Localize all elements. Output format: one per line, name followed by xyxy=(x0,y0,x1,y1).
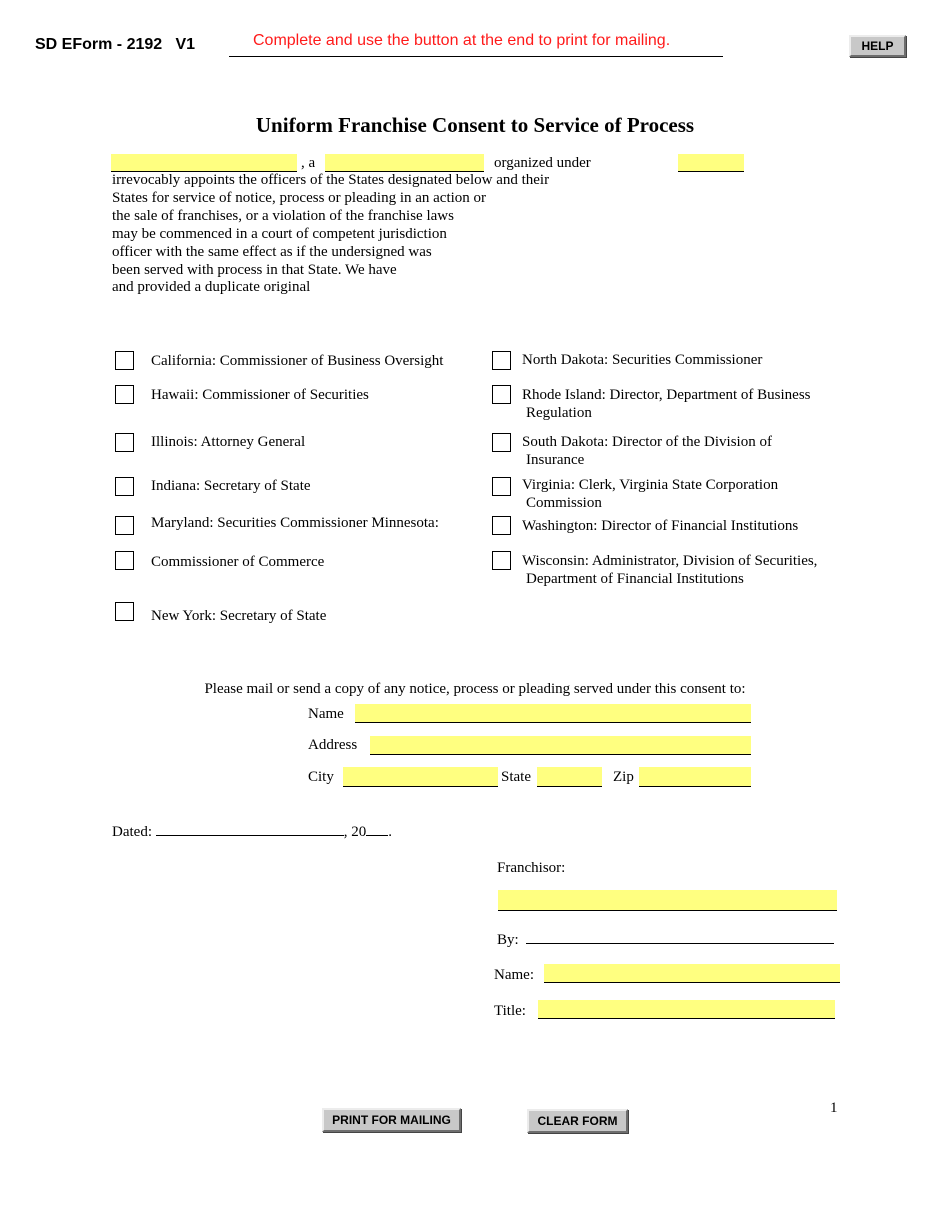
mail-address-label: Address xyxy=(308,737,358,753)
signer-name-field[interactable] xyxy=(544,964,840,983)
checkbox-minnesota[interactable] xyxy=(115,551,134,570)
checkbox-hawaii[interactable] xyxy=(115,385,134,404)
state-label-line: Rhode Island: Director, Department of Business xyxy=(522,387,811,403)
dated-line xyxy=(112,824,392,841)
mailing-instruction: Please mail or send a copy of any notice, process or pleading served under this consent to: xyxy=(204,681,746,697)
checkbox-wisconsin[interactable] xyxy=(492,551,511,570)
checkbox-new-york[interactable] xyxy=(115,602,134,621)
state-label-rhode-island xyxy=(522,386,811,422)
state-label-minnesota: Commissioner of Commerce xyxy=(151,554,325,570)
signer-name-label: Name: xyxy=(494,967,534,983)
paragraph-line: States for service of notice, process or pleading in an action or xyxy=(112,189,487,206)
state-label-washington xyxy=(522,517,798,535)
state-label-virginia xyxy=(522,476,778,512)
checkbox-north-dakota[interactable] xyxy=(492,351,511,370)
checkbox-illinois[interactable] xyxy=(115,433,134,452)
state-label-line-2: Department of Financial Institutions xyxy=(526,571,744,587)
paragraph-line: been served with process in that State. We have xyxy=(112,261,397,278)
mail-city-field[interactable] xyxy=(343,767,498,787)
state-label-hawaii: Hawaii: Commissioner of Securities xyxy=(151,387,369,403)
state-label-line-2: Insurance xyxy=(526,452,585,468)
state-label-line: South Dakota: Director of the Division of xyxy=(522,434,772,450)
paragraph-line: the sale of franchises, or a violation of the franchise laws xyxy=(112,207,454,224)
state-label-maryland: Maryland: Securities Commissioner Minnesota: xyxy=(151,515,439,531)
organized-under-label: organized under xyxy=(494,155,591,171)
checkbox-south-dakota[interactable] xyxy=(492,433,511,452)
dated-year-blank xyxy=(366,835,388,836)
franchisor-label: Franchisor: xyxy=(497,860,566,876)
mail-name-field[interactable] xyxy=(355,704,751,723)
dated-label: Dated: xyxy=(112,824,152,840)
by-label: By: xyxy=(497,932,519,948)
state-label-indiana: Indiana: Secretary of State xyxy=(151,478,311,494)
state-label-line: Wisconsin: Administrator, Division of Securities, xyxy=(522,553,818,569)
checkbox-virginia[interactable] xyxy=(492,477,511,496)
state-label-line: Washington: Director of Financial Institutions xyxy=(522,518,799,534)
consent-paragraph xyxy=(112,172,549,297)
paragraph-line: may be commenced in a court of competent jurisdiction xyxy=(112,225,447,242)
form-id: SD EForm - 2192 V1 xyxy=(35,36,196,53)
signer-title-field[interactable] xyxy=(538,1000,835,1019)
state-label-line-2: Regulation xyxy=(526,405,592,421)
checkbox-california[interactable] xyxy=(115,351,134,370)
mail-zip-field[interactable] xyxy=(639,767,751,787)
dated-blank xyxy=(156,835,344,836)
mail-state-field[interactable] xyxy=(537,767,602,787)
state-label-line: Virginia: Clerk, Virginia State Corporation xyxy=(522,477,779,493)
signature-blank xyxy=(526,943,834,944)
entity-type-field[interactable] xyxy=(325,154,484,172)
state-label-line: North Dakota: Securities Commissioner xyxy=(522,352,763,368)
print-instruction: Complete and use the button at the end to print for mailing. xyxy=(253,32,671,49)
state-label-south-dakota xyxy=(522,433,772,469)
state-label-north-dakota xyxy=(522,351,762,369)
print-for-mailing-button[interactable]: PRINT FOR MAILING xyxy=(322,1108,461,1132)
paragraph-line: and provided a duplicate original xyxy=(112,279,311,296)
paragraph-line: officer with the same effect as if the undersigned was xyxy=(112,243,432,260)
mail-address-field[interactable] xyxy=(370,736,751,755)
page-number: 1 xyxy=(830,1100,838,1116)
checkbox-rhode-island[interactable] xyxy=(492,385,511,404)
state-label-wisconsin xyxy=(522,552,817,588)
franchisor-name-field[interactable] xyxy=(111,154,297,172)
instruction-underline xyxy=(229,56,723,57)
checkbox-washington[interactable] xyxy=(492,516,511,535)
mail-state-label: State xyxy=(501,769,531,785)
state-label-new-york: New York: Secretary of State xyxy=(151,608,327,624)
by-line xyxy=(497,932,834,949)
state-label-illinois: Illinois: Attorney General xyxy=(151,434,306,450)
page-title: Uniform Franchise Consent to Service of Process xyxy=(255,113,695,137)
mail-zip-label: Zip xyxy=(613,769,634,785)
signer-title-label: Title: xyxy=(494,1003,526,1019)
mail-city-label: City xyxy=(308,769,334,785)
state-label-california: California: Commissioner of Business Oversight xyxy=(151,353,444,369)
organized-state-field[interactable] xyxy=(678,154,744,172)
paragraph-line: irrevocably appoints the officers of the States designated below and their xyxy=(112,172,550,188)
clear-form-button[interactable]: CLEAR FORM xyxy=(527,1109,628,1133)
checkbox-indiana[interactable] xyxy=(115,477,134,496)
checkbox-maryland[interactable] xyxy=(115,516,134,535)
intro-sep-a: , a xyxy=(301,155,316,171)
dated-period: . xyxy=(388,824,392,840)
mail-name-label: Name xyxy=(308,706,344,722)
franchisor-field[interactable] xyxy=(498,890,837,911)
state-label-line-2: Commission xyxy=(526,495,602,511)
help-button[interactable]: HELP xyxy=(849,35,906,57)
dated-year-prefix: , 20 xyxy=(343,824,367,840)
